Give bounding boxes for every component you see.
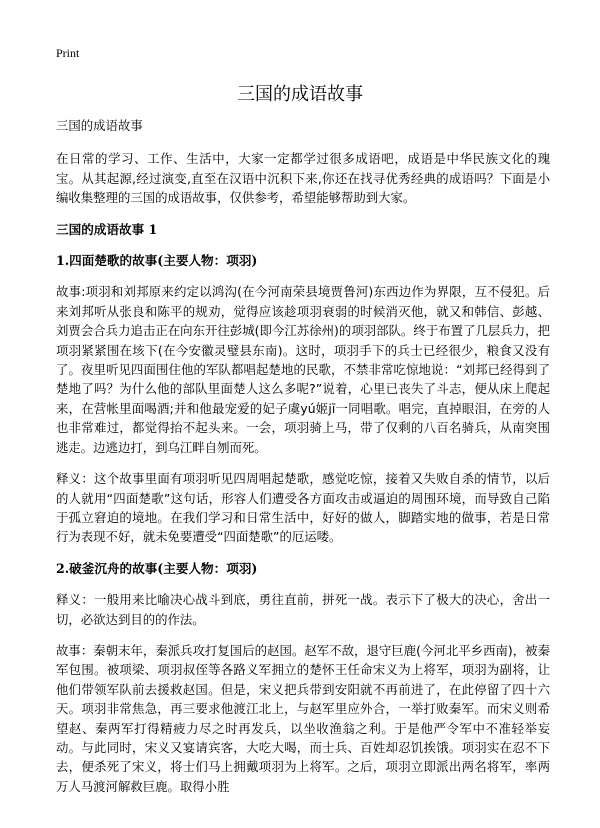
article-subtitle: 三国的成语故事 bbox=[56, 118, 143, 133]
story-heading-1: 1.四面楚歌的故事(主要人物：项羽) bbox=[56, 253, 258, 269]
article-body bbox=[56, 116, 550, 808]
story-1-paragraph-2: 释义：这个故事里面有项羽听见四周唱起楚歌，感觉吃惊，接着又失败自杀的情节，以后的人就用“四面楚歌”这句话，形容人们遭受各方面攻击或逼迫的周围环境，而导致自己陷于孤立窘迫的境地。在我们学习和日常生活中，好好的做人，脚踏实地的做事，若是日常行为表现不好，就未免要遭受“四面楚歌”的厄运喽。 bbox=[56, 471, 550, 545]
print-label: Print bbox=[56, 46, 80, 60]
story-1-paragraph-1: 故事:项羽和刘邦原来约定以鸿沟(在今河南荣县境贾鲁河)东西边作为界限，互不侵犯。后来刘邦听从张良和陈平的规劝，觉得应该趁项羽衰弱的时候消灭他，就又和韩信、彭越、刘贾会合兵力追击正在向东开往彭城(即今江苏徐州)的项羽部队。终于布置了几层兵力，把项羽紧紧围在垓下(在今安徽灵璧县东南)。这时，项羽手下的兵士已经很少，粮食又没有了。夜里听见四面围住他的军队都唱起楚地的民歌，不禁非常吃惊地说：“刘邦已经得到了楚地了吗？为什么他的部队里面楚人这么多呢?”说着，心里已丧失了斗志，便从床上爬起来，在营帐里面喝酒;并和他最宠爱的妃子虞yú姬jī一同唱歌。唱完，直掉眼泪，在旁的人也非常难过，都觉得抬不起头来。一会，项羽骑上马，带了仅剩的八百名骑兵，从南突围逃走。边逃边打，到乌江畔自刎而死。 bbox=[56, 284, 550, 455]
intro-paragraph: 在日常的学习、工作、生活中，大家一定都学过很多成语吧，成语是中华民族文化的瑰宝。从其起源,经过演变,直至在汉语中沉积下来,你还在找寻优秀经典的成语吗？下面是小编收集整理的三国的成语故事，仅供参考，希望能够帮助到大家。 bbox=[56, 151, 550, 206]
story-2-paragraph-1: 释义：一般用来比喻决心战斗到底，勇往直前，拼死一战。表示下了极大的决心，舍出一切，必欲达到目的的作法。 bbox=[56, 592, 550, 627]
page-title: 三国的成语故事 bbox=[237, 84, 363, 105]
section-heading: 三国的成语故事 1 bbox=[56, 221, 158, 237]
story-2-paragraph-2: 故事：秦朝末年，秦派兵攻打复国后的赵国。赵军不敌，退守巨鹿(今河北平乡西南)，被秦军包围。被项梁、项羽叔侄等各路义军拥立的楚怀王任命宋义为上将军，项羽为副将，让他们带领军队前去援救赵国。但是，宋义把兵带到安阳就不再前进了，在此停留了四十六天。项羽非常焦急，再三要求他渡江北上，与赵军里应外合，一举打败秦军。而宋义则希望赵、秦两军打得精疲力尽之时再发兵，以坐收渔翁之利。于是他严令军中不准轻举妄动。与此同时，宋义又宴请宾客，大吃大喝，而士兵、百姓却忍饥挨饿。项羽实在忍不下去，便杀死了宋义，将士们马上拥戴项羽为上将军。之后，项羽立即派出两名将军，率两万人马渡河解救巨鹿。取得小胜 bbox=[56, 642, 550, 794]
story-heading-2: 2.破釜沉舟的故事(主要人物：项羽) bbox=[56, 560, 258, 576]
